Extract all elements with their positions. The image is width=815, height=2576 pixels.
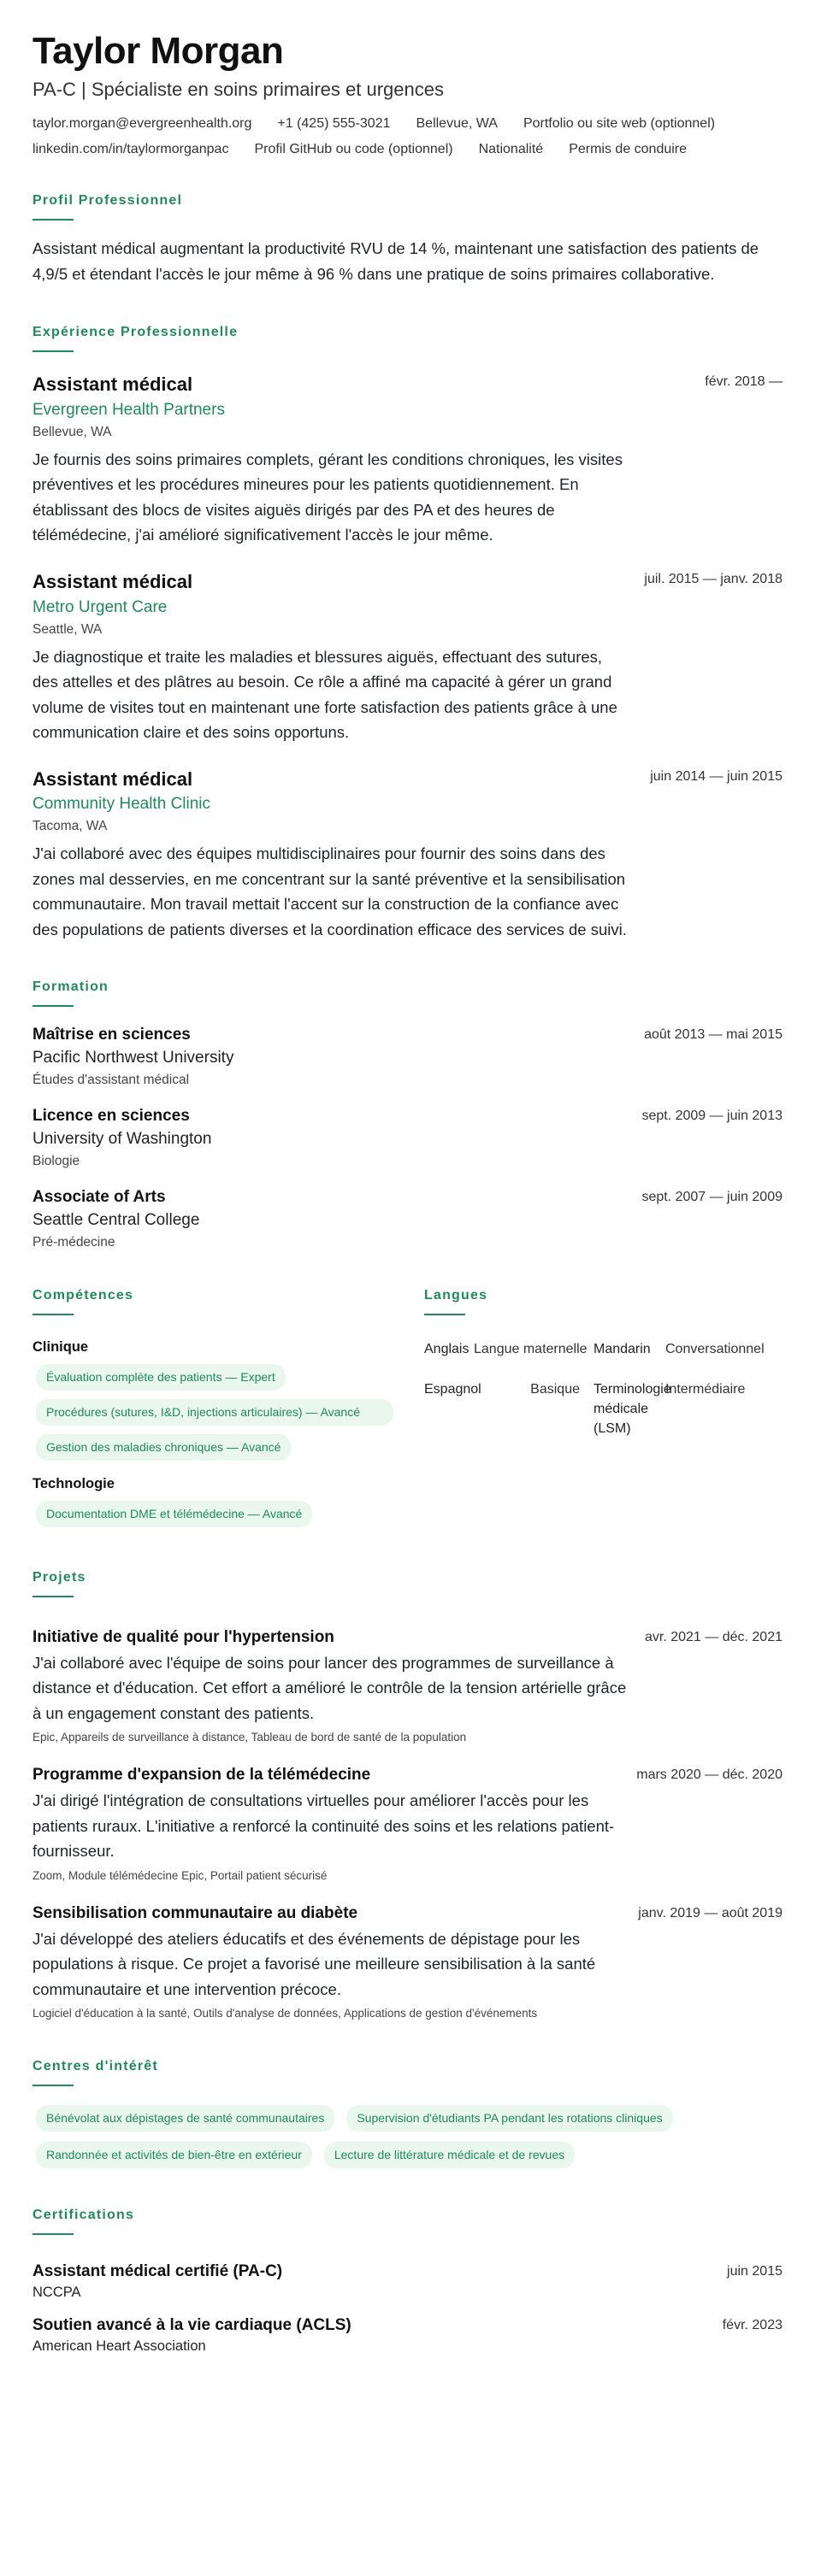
job-description: Je fournis des soins primaires complets, gérant les conditions chroniques, les visites préventives et les procédures mineures pour les patients quotidiennement. En établissant des blocs de visites aiguës dirigés par des PA et des heures de télémédecine, j'ai amélioré significativement l'accès le jour même. <box>32 450 623 544</box>
job-location: Seattle, WA <box>32 621 103 637</box>
field-of-study: Biologie <box>32 1154 80 1169</box>
job-title: Assistant médical <box>32 570 193 592</box>
section-divider <box>32 219 74 221</box>
interest-row <box>36 2142 783 2168</box>
job-description: Je diagnostique et traite les maladies et blessures aiguës, effectuant des sutures, des attelles et des plâtres au besoin. Ce rôle a affiné ma capacité à gérer un grand volume de visites tout en maintenant une forte satisfaction des patients grâce à une communication claire et des soins opportuns. <box>32 647 617 742</box>
skills-section <box>32 1288 424 1527</box>
degree-title: Associate of Arts <box>32 1188 166 1207</box>
section-divider <box>32 1314 74 1315</box>
section-title: Certifications <box>32 2208 135 2223</box>
job-dates: juin 2014 — juin 2015 <box>650 768 783 784</box>
language-name: Mandarin <box>594 1342 651 1357</box>
certification-issuer: American Heart Association <box>32 2338 206 2355</box>
certification-date: févr. 2023 <box>722 2318 783 2333</box>
job-employer: Metro Urgent Care <box>32 597 168 616</box>
interest-row <box>36 2105 783 2132</box>
job-title: Assistant médical <box>32 373 193 396</box>
education-entry <box>32 1107 783 1169</box>
experience-entry <box>32 570 783 745</box>
project-description: J'ai dirigé l'intégration de consultations virtuelles pour améliorer l'accès pour les patients ruraux. L'initiative a renforcé la continuité des soins et les relations patient-fournisseur. <box>32 1791 615 1861</box>
section-title: Langues <box>424 1288 488 1303</box>
section-divider <box>32 350 74 352</box>
skills-languages-row <box>32 1288 783 1527</box>
school-name: Pacific Northwest University <box>32 1049 234 1067</box>
skill-chip: Évaluation complète des patients — Expert <box>36 1364 286 1391</box>
contact-linkedin[interactable]: linkedin.com/in/taylormorganpac <box>32 142 229 157</box>
certification-name: Soutien avancé à la vie cardiaque (ACLS) <box>32 2316 351 2335</box>
section-divider <box>32 2085 74 2086</box>
contact-email[interactable]: taylor.morgan@evergreenhealth.org <box>32 116 252 132</box>
project-name: Sensibilisation communautaire au diabète <box>32 1903 358 1922</box>
education-dates: sept. 2007 — juin 2009 <box>641 1190 783 1205</box>
job-description: J'ai collaboré avec des équipes multidisciplinaires pour fournir des soins dans des zones mal desservies, en me concentrant sur la santé préventive et la sensibilisation communautaire. Mon travail mettait l'accent sur la construction de la confiance avec des populations de patients diverses et la coordination efficace des services de suivi. <box>32 844 627 938</box>
degree-title: Licence en sciences <box>32 1107 190 1126</box>
skill-chip: Gestion des maladies chroniques — Avancé <box>36 1434 291 1461</box>
skill-chip-list <box>36 1492 424 1527</box>
school-name: University of Washington <box>32 1130 212 1149</box>
school-name: Seattle Central College <box>32 1211 200 1230</box>
language-level: Langue maternelle <box>474 1342 588 1357</box>
job-dates: juil. 2015 — janv. 2018 <box>644 571 783 586</box>
certification-entry <box>32 2262 783 2301</box>
skill-chip: Procédures (sutures, I&D, injections articulaires) — Avancé <box>36 1399 393 1426</box>
section-title: Expérience Professionnelle <box>32 325 239 340</box>
experience-entry <box>32 373 783 548</box>
project-entry <box>32 1766 783 1882</box>
job-title: Assistant médical <box>32 768 193 790</box>
contact-nationality: Nationalité <box>478 142 544 157</box>
project-entry <box>32 1904 783 2020</box>
resume-header <box>32 31 783 157</box>
certification-issuer: NCCPA <box>32 2285 81 2301</box>
section-title: Formation <box>32 979 109 995</box>
languages-section <box>424 1288 783 1527</box>
section-title: Projets <box>32 1569 86 1585</box>
project-technologies: Logiciel d'éducation à la santé, Outils d'analyse de données, Applications de gestion d'événements <box>32 2007 538 2020</box>
job-dates: févr. 2018 — <box>705 374 783 390</box>
education-dates: août 2013 — mai 2015 <box>644 1027 783 1043</box>
field-of-study: Pré-médecine <box>32 1235 115 1250</box>
section-title: Profil Professionnel <box>32 193 183 209</box>
section-divider <box>32 1596 74 1597</box>
section-divider <box>32 2233 74 2235</box>
project-description: J'ai développé des ateliers éducatifs et des événements de dépistage pour les populations à risque. Ce projet a favorisé une meilleure sensibilisation à la santé communautaire et une intervention précoce. <box>32 1929 596 1998</box>
language-list <box>424 1339 783 1438</box>
project-dates: mars 2020 — déc. 2020 <box>636 1767 783 1783</box>
contact-portfolio[interactable]: Portfolio ou site web (optionnel) <box>523 116 716 132</box>
section-divider <box>32 1005 74 1007</box>
certification-entry <box>32 2316 783 2355</box>
project-name: Initiative de qualité pour l'hypertension <box>32 1627 334 1646</box>
section-title: Centres d'intérêt <box>32 2059 158 2074</box>
job-employer: Community Health Clinic <box>32 795 211 814</box>
skill-chip: Documentation DME et télémédecine — Avancé <box>36 1501 312 1527</box>
candidate-name: Taylor Morgan <box>32 30 284 72</box>
certification-date: juin 2015 <box>727 2264 783 2279</box>
interest-chip: Bénévolat aux dépistages de santé communautaires <box>36 2105 334 2132</box>
job-location: Tacoma, WA <box>32 819 108 834</box>
job-location: Bellevue, WA <box>32 424 112 439</box>
education-entry <box>32 1026 783 1088</box>
language-level: Basique <box>530 1382 580 1397</box>
contact-phone[interactable]: +1 (425) 555-3021 <box>277 116 391 132</box>
language-level: Conversationnel <box>665 1342 765 1357</box>
interest-chip-list <box>32 2105 783 2168</box>
contact-driving-license: Permis de conduire <box>569 142 688 157</box>
certification-name: Assistant médical certifié (PA-C) <box>32 2262 283 2281</box>
experience-entry <box>32 768 783 943</box>
language-name: Terminologie médicale (LSM) <box>594 1382 671 1437</box>
language-level: Intermédiaire <box>665 1382 746 1397</box>
candidate-headline: PA-C | Spécialiste en soins primaires et urgences <box>32 79 444 101</box>
interest-chip: Randonnée et activités de bien-être en extérieur <box>36 2142 312 2168</box>
degree-title: Maîtrise en sciences <box>32 1026 191 1044</box>
interests-section <box>32 2059 783 2168</box>
profile-summary: Assistant médical augmentant la productivité RVU de 14 %, maintenant une satisfaction des patients de 4,9/5 et étendant l'accès le jour même à 96 % dans une pratique de soins primaires collaborative. <box>32 239 759 284</box>
education-entry <box>32 1188 783 1250</box>
experience-section <box>32 325 783 942</box>
project-dates: janv. 2019 — août 2019 <box>638 1905 783 1920</box>
job-employer: Evergreen Health Partners <box>32 400 225 419</box>
interest-chip: Supervision d'étudiants PA pendant les rotations cliniques <box>346 2105 672 2132</box>
language-name: Anglais <box>424 1342 470 1357</box>
project-technologies: Epic, Appareils de surveillance à distance, Tableau de bord de santé de la population <box>32 1731 467 1744</box>
skill-group-title: Clinique <box>32 1339 89 1356</box>
project-technologies: Zoom, Module télémédecine Epic, Portail patient sécurisé <box>32 1868 328 1882</box>
section-title: Compétences <box>32 1288 134 1303</box>
project-description: J'ai collaboré avec l'équipe de soins pour lancer des programmes de surveillance à distance et d'éducation. Cet effort a amélioré le contrôle de la tension artérielle grâce à un engagement constant des patients. <box>32 1653 627 1722</box>
interest-chip: Lecture de littérature médicale et de revues <box>324 2142 575 2168</box>
skill-chip-list <box>36 1356 424 1461</box>
language-name: Espagnol <box>424 1382 481 1397</box>
profile-section <box>32 193 783 287</box>
certifications-section <box>32 2208 783 2355</box>
contact-list <box>32 116 783 157</box>
section-divider <box>424 1314 465 1315</box>
contact-location: Bellevue, WA <box>416 116 498 132</box>
field-of-study: Études d'assistant médical <box>32 1073 190 1088</box>
project-dates: avr. 2021 — déc. 2021 <box>645 1629 783 1644</box>
education-dates: sept. 2009 — juin 2013 <box>641 1109 783 1124</box>
skill-group-title: Technologie <box>32 1475 115 1491</box>
contact-github[interactable]: Profil GitHub ou code (optionnel) <box>254 142 453 157</box>
projects-section <box>32 1570 783 2020</box>
project-entry <box>32 1628 783 1744</box>
education-section <box>32 979 783 1250</box>
project-name: Programme d'expansion de la télémédecine <box>32 1766 371 1785</box>
